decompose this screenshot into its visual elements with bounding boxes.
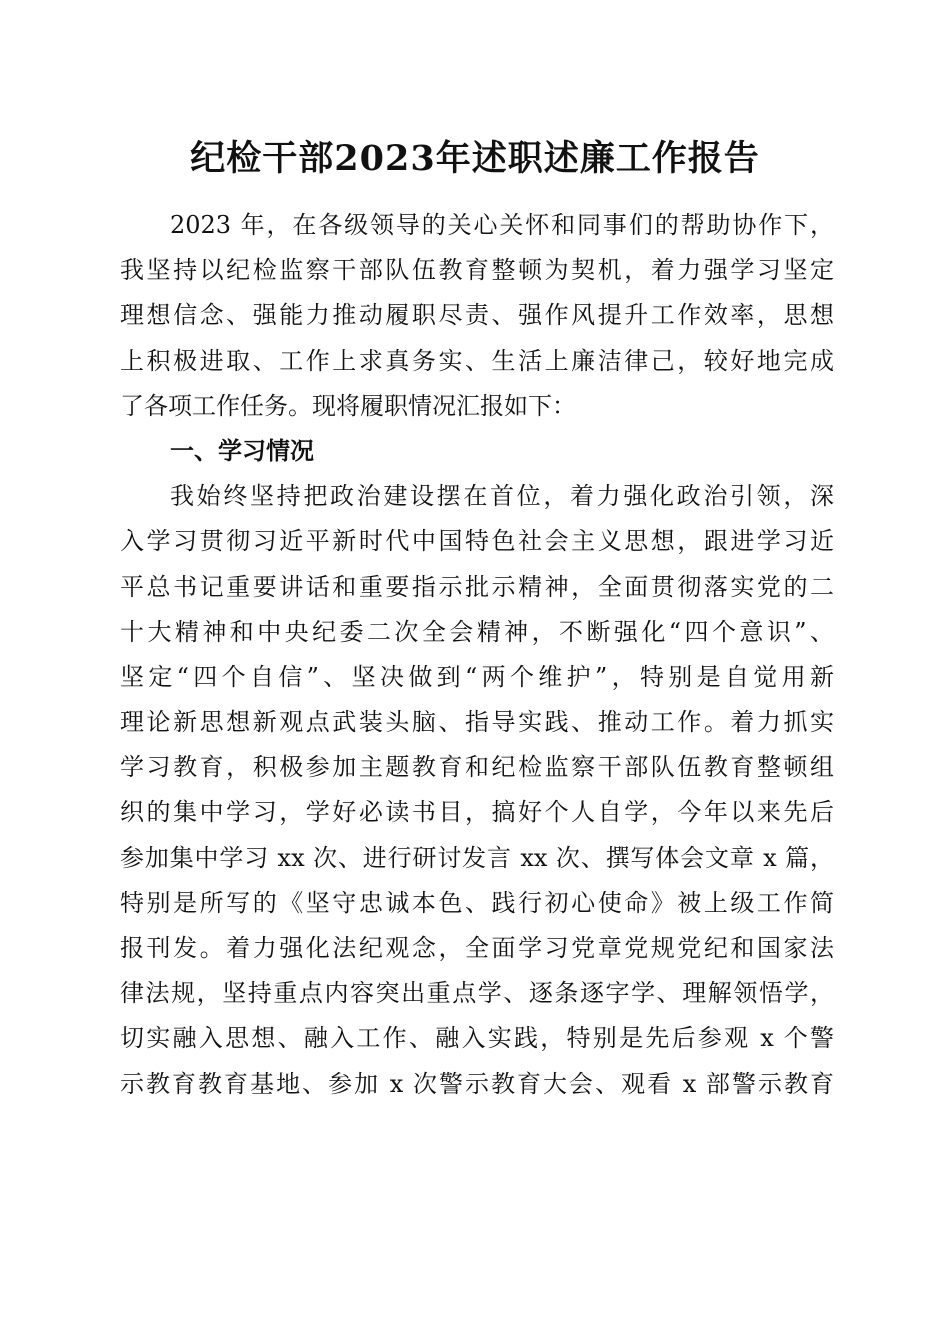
intro-paragraph (120, 203, 834, 429)
paragraph-line: 我始终坚持把政治建设摆在首位，着力强化政治引领，深 (170, 482, 834, 511)
paragraph-line: 律法规，坚持重点内容突出重点学、逐条逐字学、理解领悟学， (120, 979, 834, 1008)
paragraph-line: 十大精神和中央纪委二次全会精神，不断强化“四个意识”、 (120, 617, 834, 646)
paragraph-line: 入学习贯彻习近平新时代中国特色社会主义思想，跟进学习近 (120, 527, 834, 556)
section-heading: 一、学习情况 (170, 436, 314, 465)
paragraph-line: 我坚持以纪检监察干部队伍教育整顿为契机，着力强学习坚定 (120, 256, 834, 285)
paragraph-line: 学习教育，积极参加主题教育和纪检监察干部队伍教育整顿组 (120, 753, 834, 782)
document-body (120, 203, 834, 1107)
paragraph-line: 织的集中学习，学好必读书目，搞好个人自学，今年以来先后 (120, 798, 834, 827)
paragraph-line: 了各项工作任务。现将履职情况汇报如下： (120, 391, 576, 420)
paragraph-line: 平总书记重要讲话和重要指示批示精神，全面贯彻落实党的二 (120, 572, 834, 601)
paragraph-line: 特别是所写的《坚守忠诚本色、践行初心使命》被上级工作简 (120, 888, 834, 917)
paragraph-line: 坚定“四个自信”、坚决做到“两个维护”，特别是自觉用新 (120, 662, 834, 691)
paragraph-line: 理论新思想新观点武装头脑、指导实践、推动工作。着力抓实 (120, 708, 834, 737)
paragraph-line: 切实融入思想、融入工作、融入实践，特别是先后参观 x 个警 (120, 1024, 834, 1053)
paragraph-line: 报刊发。着力强化法纪观念，全面学习党章党规党纪和国家法 (120, 934, 834, 962)
paragraph-line: 参加集中学习 xx 次、进行研讨发言 xx 次、撰写体会文章 x 篇， (120, 843, 834, 872)
document-title: 纪检干部2023年述职述廉工作报告 (190, 138, 760, 179)
section1-paragraph (120, 474, 834, 1107)
paragraph-line: 理想信念、强能力推动履职尽责、强作风提升工作效率，思想 (120, 301, 834, 330)
paragraph-line: 示教育教育基地、参加 x 次警示教育大会、观看 x 部警示教育 (120, 1069, 834, 1098)
paragraph-line: 上积极进取、工作上求真务实、生活上廉洁律己，较好地完成 (120, 346, 834, 375)
paragraph-line: 2023 年，在各级领导的关心关怀和同事们的帮助协作下， (170, 211, 834, 239)
